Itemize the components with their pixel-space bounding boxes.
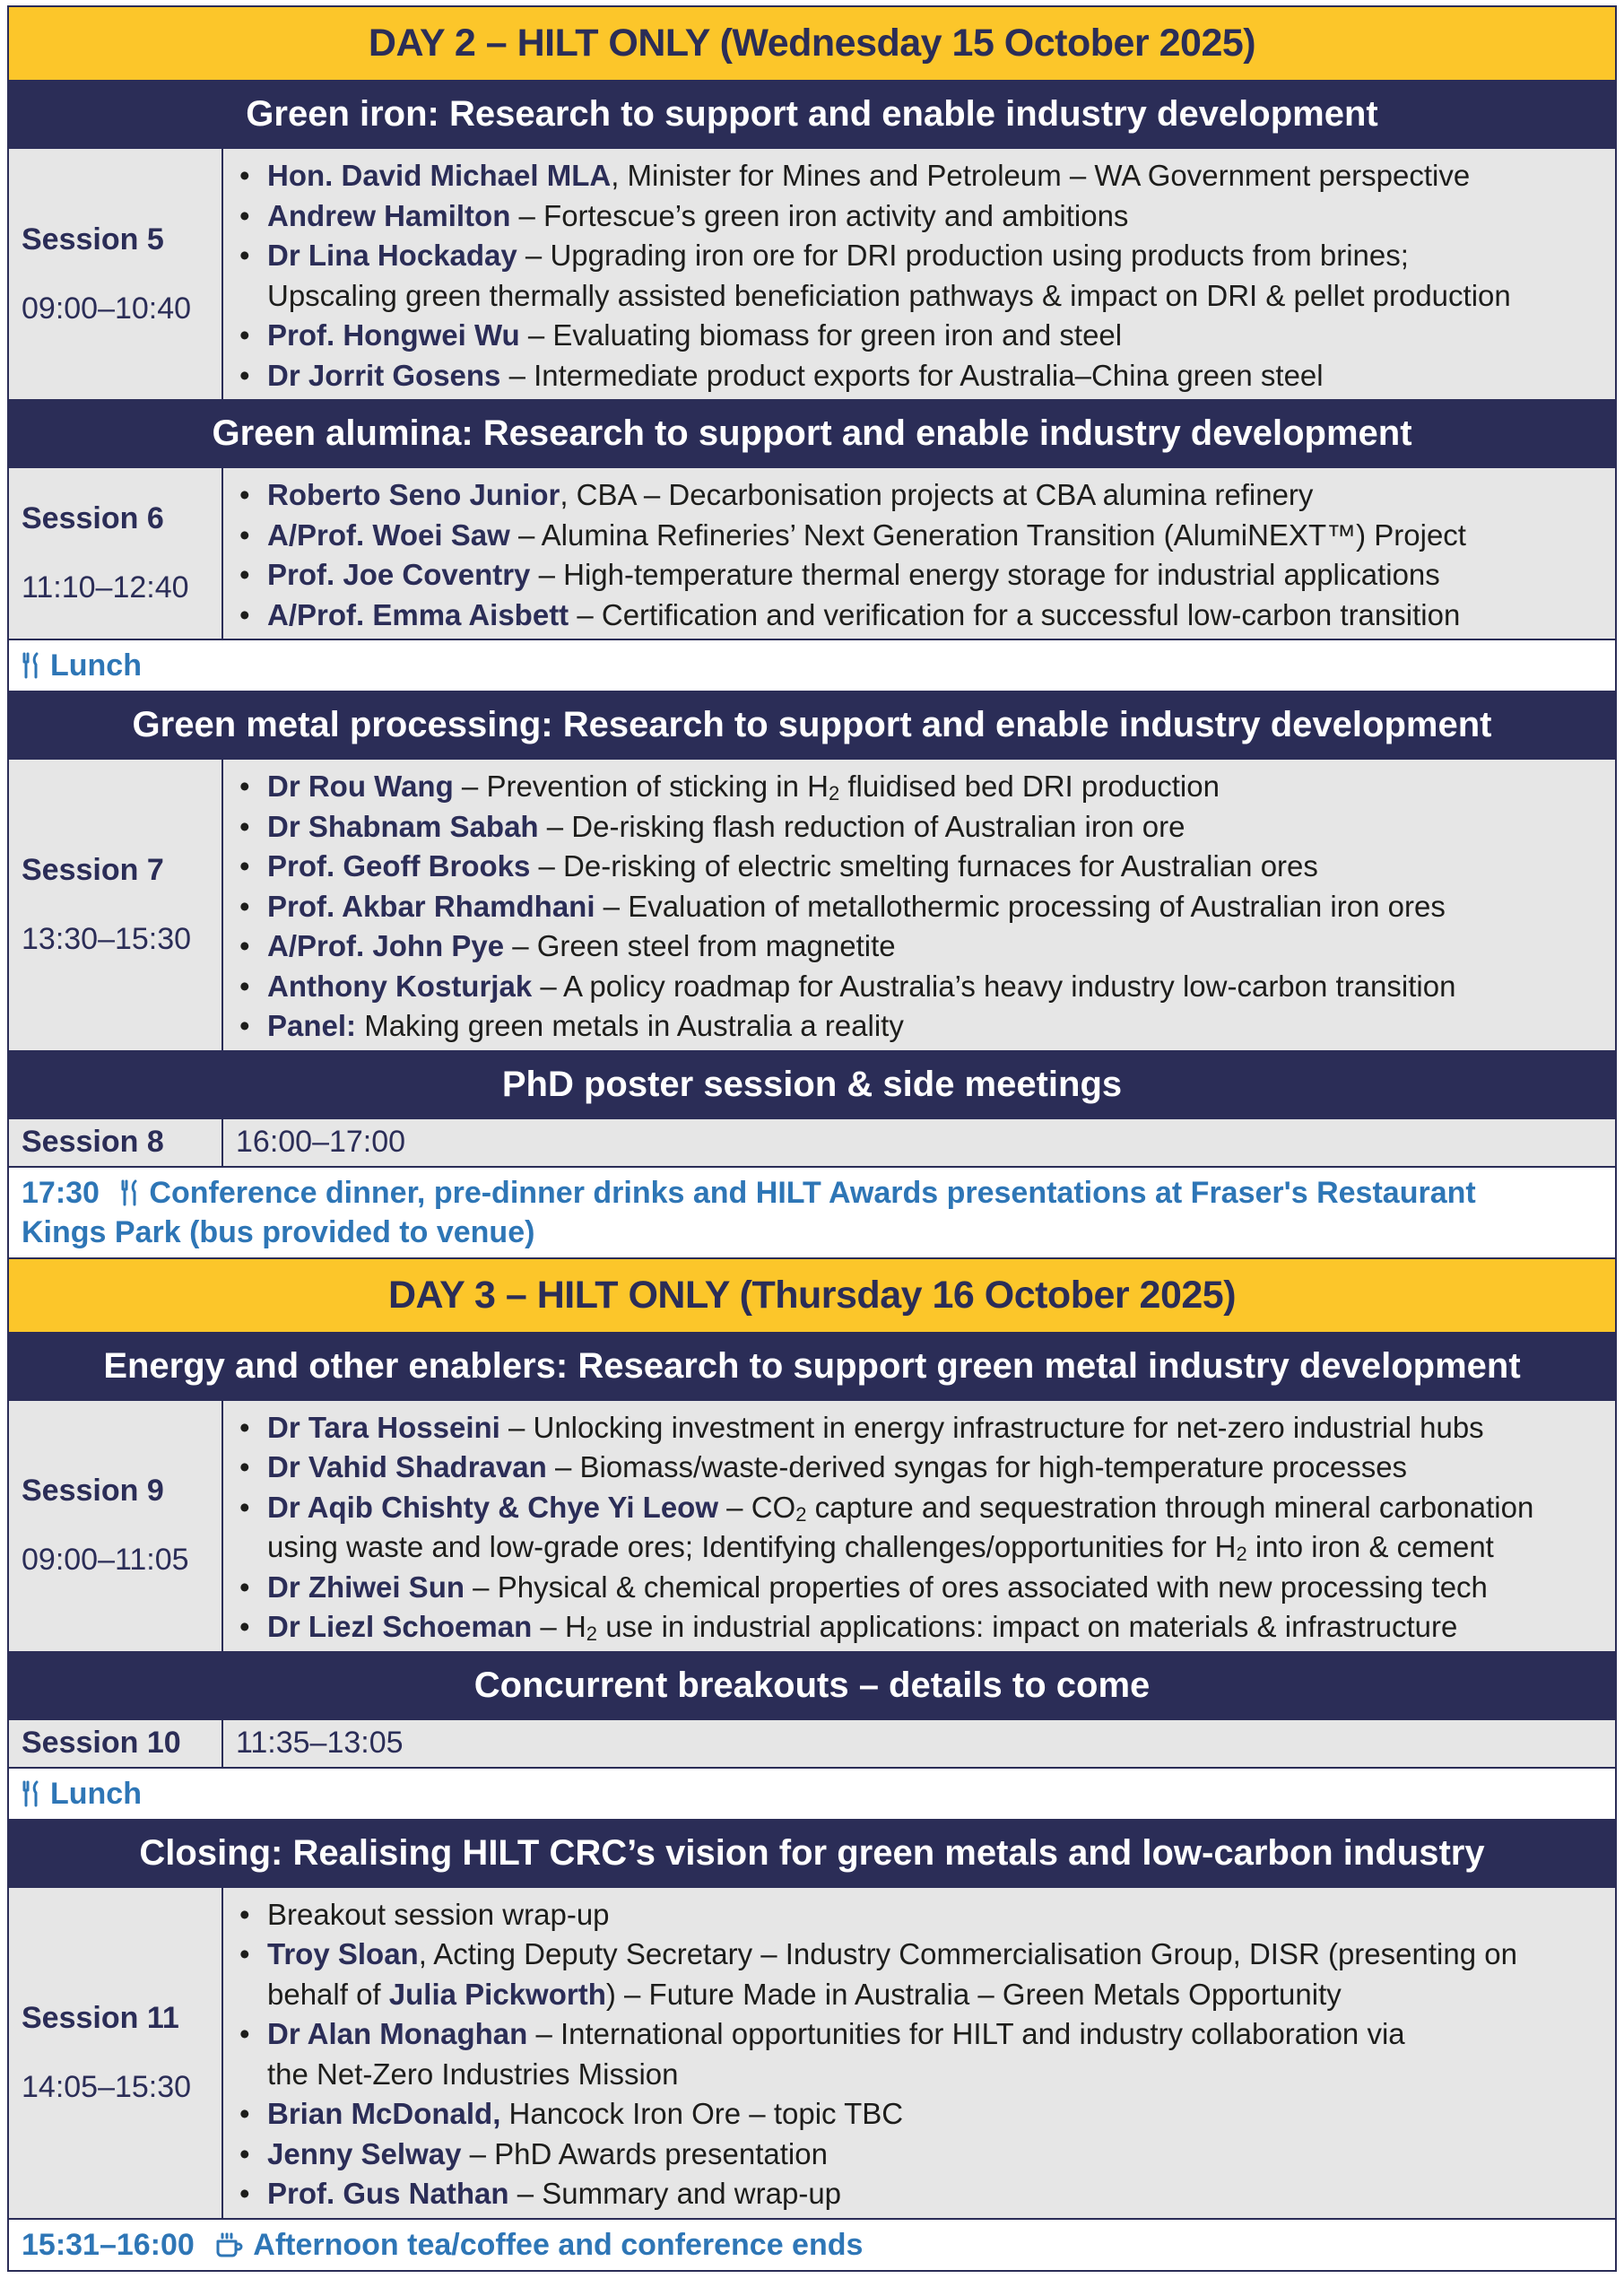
- speaker-name: Dr Zhiwei Sun: [267, 1570, 465, 1604]
- talk-text: – PhD Awards presentation: [461, 2136, 828, 2170]
- session-time: 09:00–11:05: [22, 1543, 189, 1577]
- speaker-name: Panel:: [267, 1009, 357, 1042]
- session-time: 16:00–17:00: [222, 1118, 1616, 1167]
- talk-text: – De-risking flash reduction of Australian iron ore: [538, 809, 1185, 843]
- talk-text: Breakout session wrap-up: [267, 1897, 610, 1931]
- closing-time: 15:31–16:00: [22, 2227, 195, 2262]
- section-title: Closing: Realising HILT CRC’s vision for green metals and low-carbon industry: [8, 1820, 1616, 1887]
- talk-text: into iron & cement: [1246, 1530, 1494, 1563]
- speaker-name: Dr Lina Hockaday: [267, 239, 517, 272]
- list-item: [236, 196, 1615, 237]
- speaker-name: Prof. Geoff Brooks: [267, 849, 531, 883]
- day-2-banner: [8, 6, 1616, 81]
- talk-text: – De-risking of electric smelting furnaces for Australian ores: [530, 849, 1318, 883]
- session-time: 11:35–13:05: [222, 1719, 1616, 1768]
- dinner-text: Conference dinner, pre-dinner drinks and HILT Awards presentations at Fraser's Restaurant: [149, 1175, 1476, 1210]
- talk-text: – H: [532, 1610, 586, 1643]
- list-item: [236, 316, 1615, 356]
- speaker-name: Dr Tara Hosseini: [267, 1410, 500, 1444]
- speaker-name: Prof. Gus Nathan: [267, 2177, 509, 2210]
- coffee-cup-icon: [215, 2231, 244, 2258]
- talk-text: capture and sequestration through mineral carbonation: [806, 1490, 1534, 1524]
- cutlery-icon: [22, 1780, 41, 1807]
- speaker-name: Prof. Akbar Rhamdhani: [267, 889, 595, 923]
- agenda-table: [7, 5, 1617, 2272]
- lunch-cell: [8, 639, 1616, 691]
- speaker-list: [236, 156, 1615, 396]
- cutlery-icon: [22, 652, 41, 679]
- session-row: [8, 1887, 1616, 2219]
- session-items-cell: [222, 148, 1616, 400]
- dinner-cell: [8, 1167, 1616, 1258]
- subscript: 2: [1236, 1543, 1247, 1565]
- session-time: 13:30–15:30: [22, 921, 192, 956]
- list-item: [236, 1895, 1615, 1935]
- session-label-cell: [8, 1400, 222, 1652]
- list-item: [236, 967, 1615, 1007]
- session-name: Session 6: [22, 501, 164, 535]
- talk-text: use in industrial applications: impact on materials & infrastructure: [597, 1610, 1458, 1643]
- speaker-name: Dr Shabnam Sabah: [267, 809, 539, 843]
- talk-text: – Evaluating biomass for green iron and steel: [519, 318, 1123, 352]
- talk-text: – A policy roadmap for Australia’s heavy industry low-carbon transition: [532, 969, 1456, 1003]
- talk-text: – Green steel from magnetite: [504, 929, 896, 962]
- session-items-cell: [222, 467, 1616, 639]
- session-name: Session 8: [8, 1118, 222, 1167]
- subscript: 2: [828, 782, 840, 804]
- talk-text: fluidised bed DRI production: [839, 770, 1220, 803]
- talk-text: , CBA – Decarbonisation projects at CBA alumina refinery: [560, 478, 1314, 511]
- session-row: [8, 467, 1616, 639]
- speaker-name: Julia Pickworth: [388, 1977, 606, 2011]
- session-name: Session 11: [22, 2000, 179, 2035]
- speaker-name: Dr Aqib Chishty & Chye Yi Leow: [267, 1490, 719, 1524]
- talk-text: – International opportunities for HILT and industry collaboration via: [527, 2017, 1405, 2050]
- talk-text: – CO: [718, 1490, 796, 1524]
- section-header: [8, 81, 1616, 148]
- speaker-list: [236, 1408, 1615, 1648]
- lunch-label: Lunch: [50, 648, 142, 683]
- list-item: [236, 1568, 1615, 1608]
- list-item: [236, 2014, 1615, 2094]
- speaker-name: Andrew Hamilton: [267, 198, 511, 232]
- section-title: Green alumina: Research to support and enable industry development: [8, 400, 1616, 467]
- session-name: Session 5: [22, 222, 164, 257]
- subscript: 2: [586, 1622, 598, 1645]
- session-items-cell: [222, 1887, 1616, 2219]
- session-row: [8, 759, 1616, 1051]
- talk-text: , Acting Deputy Secretary – Industry Commercialisation Group, DISR (presenting on: [418, 1937, 1517, 1970]
- day-3-title: DAY 3 – HILT ONLY (Thursday 16 October 2025): [8, 1258, 1616, 1333]
- list-item: [236, 156, 1615, 196]
- section-title: Energy and other enablers: Research to support green metal industry development: [8, 1333, 1616, 1400]
- dinner-time: 17:30: [22, 1175, 100, 1210]
- speaker-name: Roberto Seno Junior: [267, 478, 560, 511]
- dinner-row: [8, 1167, 1616, 1258]
- section-title: PhD poster session & side meetings: [8, 1051, 1616, 1118]
- list-item: [236, 2135, 1615, 2175]
- dinner-text: Kings Park (bus provided to venue): [22, 1214, 535, 1249]
- section-title: Green metal processing: Research to support and enable industry development: [8, 691, 1616, 759]
- talk-text: the Net-Zero Industries Mission: [267, 2057, 679, 2091]
- list-item: [236, 1935, 1615, 2014]
- list-item: [236, 2094, 1615, 2135]
- section-header: [8, 1820, 1616, 1887]
- talk-text: Hancock Iron Ore – topic TBC: [500, 2097, 904, 2130]
- speaker-name: Troy Sloan: [267, 1937, 419, 1970]
- session-name: Session 9: [22, 1474, 164, 1508]
- speaker-name: Brian McDonald,: [267, 2097, 501, 2130]
- talk-text: – Biomass/waste-derived syngas for high-temperature processes: [546, 1450, 1408, 1483]
- section-header: [8, 1652, 1616, 1719]
- list-item: [236, 475, 1615, 516]
- session-name: Session 7: [22, 852, 164, 887]
- speaker-name: Dr Liezl Schoeman: [267, 1610, 533, 1643]
- section-header: [8, 1333, 1616, 1400]
- session-items-cell: [222, 1400, 1616, 1652]
- talk-text: – High-temperature thermal energy storage for industrial applications: [530, 558, 1440, 591]
- session-items-cell: [222, 759, 1616, 1051]
- day-3-banner: [8, 1258, 1616, 1333]
- talk-text: – Prevention of sticking in H: [453, 770, 829, 803]
- talk-text: behalf of: [267, 1977, 389, 2011]
- list-item: [236, 767, 1615, 807]
- lunch-row: [8, 639, 1616, 691]
- speaker-name: Dr Jorrit Gosens: [267, 358, 501, 392]
- speaker-name: Dr Vahid Shadravan: [267, 1450, 547, 1483]
- list-item: [236, 596, 1615, 636]
- speaker-name: Dr Rou Wang: [267, 770, 454, 803]
- list-item: [236, 1488, 1615, 1568]
- day-2-title: DAY 2 – HILT ONLY (Wednesday 15 October 2025): [8, 6, 1616, 81]
- list-item: [236, 516, 1615, 556]
- session-time: 09:00–10:40: [22, 291, 192, 326]
- session-label-cell: [8, 1887, 222, 2219]
- speaker-name: Prof. Joe Coventry: [267, 558, 531, 591]
- talk-text: ) – Future Made in Australia – Green Metals Opportunity: [605, 1977, 1342, 2011]
- session-time: 14:05–15:30: [22, 2069, 192, 2104]
- lunch-cell: [8, 1768, 1616, 1820]
- talk-text: – Unlocking investment in energy infrastructure for net-zero industrial hubs: [499, 1410, 1484, 1444]
- talk-text: – Intermediate product exports for Australia–China green steel: [500, 358, 1324, 392]
- session-name: Session 10: [8, 1719, 222, 1768]
- speaker-name: A/Prof. John Pye: [267, 929, 505, 962]
- closing-row: [8, 2219, 1616, 2271]
- session-label-cell: [8, 467, 222, 639]
- talk-text: – Physical & chemical properties of ores associated with new processing tech: [465, 1570, 1488, 1604]
- section-header: [8, 1051, 1616, 1118]
- session-row: [8, 148, 1616, 400]
- session-label-cell: [8, 759, 222, 1051]
- speaker-name: A/Prof. Woei Saw: [267, 517, 510, 552]
- list-item: [236, 1448, 1615, 1488]
- speaker-name: Prof. Hongwei Wu: [267, 318, 520, 352]
- talk-text: , Minister for Mines and Petroleum – WA Government perspective: [611, 159, 1471, 192]
- talk-text: Making green metals in Australia a reality: [356, 1009, 904, 1042]
- talk-text: using waste and low-grade ores; Identifying challenges/opportunities for H: [267, 1530, 1237, 1563]
- list-item: [236, 807, 1615, 848]
- program: [7, 5, 1617, 2272]
- section-header: [8, 691, 1616, 759]
- speaker-name: Jenny Selway: [267, 2136, 462, 2170]
- speaker-name: Dr Alan Monaghan: [267, 2017, 528, 2050]
- speaker-list: [236, 1895, 1615, 2214]
- lunch-row: [8, 1768, 1616, 1820]
- session-row: [8, 1400, 1616, 1652]
- list-item: [236, 1006, 1615, 1047]
- section-title: Concurrent breakouts – details to come: [8, 1652, 1616, 1719]
- session-label-cell: [8, 148, 222, 400]
- closing-cell: [8, 2219, 1616, 2271]
- cutlery-icon: [120, 1179, 140, 1206]
- session-row: [8, 1118, 1616, 1167]
- talk-text: Upscaling green thermally assisted beneficiation pathways & impact on DRI & pellet production: [267, 278, 1511, 312]
- talk-text: – Upgrading iron ore for DRI production using products from brines;: [517, 239, 1409, 272]
- lunch-label: Lunch: [50, 1776, 142, 1811]
- subscript: 2: [795, 1502, 807, 1526]
- speaker-name: Anthony Kosturjak: [267, 969, 533, 1003]
- list-item: [236, 555, 1615, 596]
- speaker-name: A/Prof. Emma Aisbett: [267, 597, 569, 631]
- speaker-list: [236, 767, 1615, 1047]
- list-item: [236, 356, 1615, 396]
- speaker-list: [236, 475, 1615, 635]
- list-item: [236, 1408, 1615, 1448]
- talk-text: – Certification and verification for a successful low-carbon transition: [569, 597, 1461, 631]
- talk-text: – Summary and wrap-up: [508, 2177, 842, 2210]
- talk-text: – Fortescue’s green iron activity and ambitions: [510, 198, 1129, 232]
- list-item: [236, 2174, 1615, 2214]
- speaker-name: Hon. David Michael MLA: [267, 159, 612, 192]
- session-time: 11:10–12:40: [22, 570, 189, 604]
- talk-text: – Alumina Refineries’ Next Generation Transition (AlumiNEXT™) Project: [509, 517, 1466, 552]
- list-item: [236, 847, 1615, 887]
- section-header: [8, 400, 1616, 467]
- list-item: [236, 887, 1615, 927]
- session-row: [8, 1719, 1616, 1768]
- list-item: [236, 1607, 1615, 1648]
- closing-text: Afternoon tea/coffee and conference ends: [253, 2227, 864, 2262]
- talk-text: – Evaluation of metallothermic processing of Australian iron ores: [595, 889, 1446, 923]
- list-item: [236, 236, 1615, 316]
- list-item: [236, 926, 1615, 967]
- section-title: Green iron: Research to support and enable industry development: [8, 81, 1616, 148]
